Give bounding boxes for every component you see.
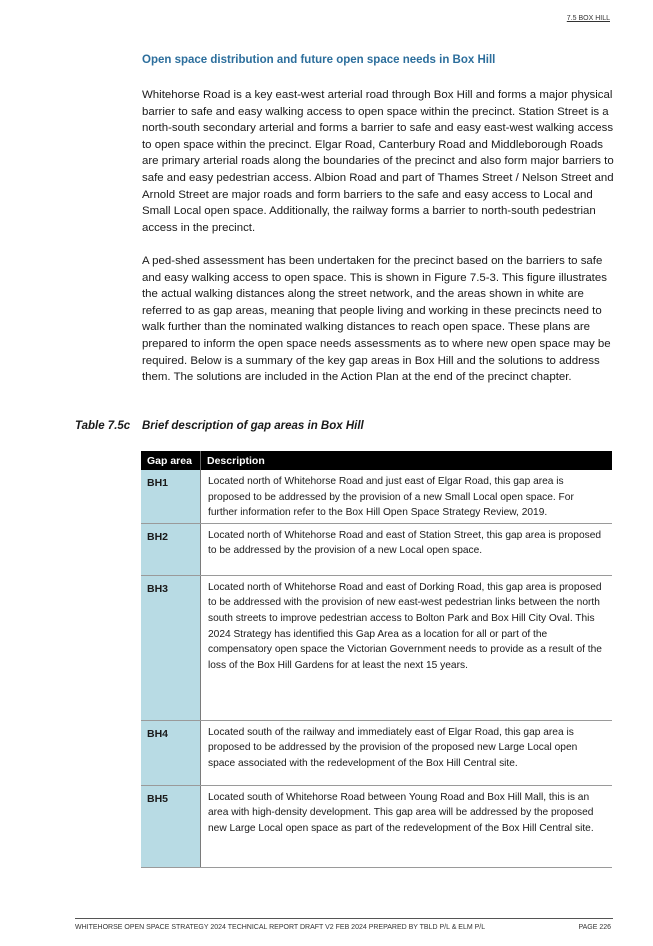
gap-area-id: BH3 xyxy=(141,575,201,720)
footer-document-info: WHITEHORSE OPEN SPACE STRATEGY 2024 TECHNICAL REPORT DRAFT V2 FEB 2024 PREPARED BY TBLD P/L & ELM P/L xyxy=(75,924,486,931)
column-header-gap-area: Gap area xyxy=(141,451,201,470)
page-section-tag: 7.5 BOX HILL xyxy=(566,15,610,22)
gap-area-description: Located north of Whitehorse Road and just east of Elgar Road, this gap area is proposed to be addressed by the provision of a new Small Local open space. For further information refer to the Box Hill Open Space Strategy Review, 2019. xyxy=(201,470,613,523)
gap-area-id: BH2 xyxy=(141,523,201,575)
table-header-row xyxy=(141,451,612,470)
gap-area-id: BH4 xyxy=(141,720,201,785)
gap-area-description: Located south of the railway and immediately east of Elgar Road, this gap area is proposed to be addressed by the provision of the proposed new Large Local open space associated with the redevelopment of the Box Hill Central site. xyxy=(201,720,613,785)
table-row xyxy=(141,785,612,867)
footer-divider xyxy=(75,918,613,919)
gap-areas-table xyxy=(141,451,612,868)
body-paragraph-ped-shed: A ped-shed assessment has been undertaken for the precinct based on the barriers to safe and easy walking access to open space. This is shown in Figure 7.5-3. This figure illustrates the actual walking distances along the street network, and the areas shown in white are referred to as gap areas, meaning that people living and working in these precincts need to walk further than the nominated walking distances to reach open space. These plans are prepared to inform the open space needs assessments as to where new open space may be required. Below is a summary of the key gap areas in Box Hill and the solutions to address them. The solutions are included in the Action Plan at the end of the precinct chapter. xyxy=(142,255,611,384)
gap-area-description: Located north of Whitehorse Road and east of Dorking Road, this gap area is proposed to be addressed with the provision of new east-west pedestrian links between the north south streets to improve pedestrian access to Bolton Park and Box Hill City Oval. This 2024 Strategy has identified this Gap Area as a location for all or part of the compensatory open space the Victorian Government needs to provide as a result of the loss of the Box Hill Gardens for at least the next 15 years. xyxy=(201,575,613,720)
section-heading: Open space distribution and future open space needs in Box Hill xyxy=(142,54,496,66)
table-caption-title: Brief description of gap areas in Box Hill xyxy=(142,420,364,432)
table-caption xyxy=(75,420,615,432)
gap-area-id: BH1 xyxy=(141,470,201,523)
column-header-description: Description xyxy=(201,451,613,470)
gap-area-id: BH5 xyxy=(141,785,201,867)
table-row xyxy=(141,470,612,523)
footer-page-number: PAGE 226 xyxy=(578,924,611,931)
table-row xyxy=(141,523,612,575)
body-paragraph-barriers: Whitehorse Road is a key east-west arterial road through Box Hill and forms a major physical barrier to safe and easy walking access to open space within the precinct. Station Street is a north-south secondary arterial and forms a barrier to safe and easy east-west walking access to open space within the precinct. Elgar Road, Canterbury Road and Middleborough Roads are primary arterial roads along the boundaries of the precinct and also form major barriers to safe and easy pedestrian access. Albion Road and part of Thames Street / Nelson Street and Arnold Street are major roads and form barriers to the safe and easy access to Local and Small Local open space. Additionally, the railway forms a barrier to north-south pedestrian access in the precinct. xyxy=(142,89,614,234)
table-row xyxy=(141,575,612,720)
table-caption-number: Table 7.5c xyxy=(75,420,131,432)
gap-area-description: Located north of Whitehorse Road and east of Station Street, this gap area is proposed to be addressed by the provision of a new Local open space. xyxy=(201,523,613,575)
table-row xyxy=(141,720,612,785)
gap-area-description: Located south of Whitehorse Road between Young Road and Box Hill Mall, this is an area with high-density development. This gap area will be addressed by the proposed new Large Local open space as part of the redevelopment of the Box Hill Central site. xyxy=(201,785,613,867)
